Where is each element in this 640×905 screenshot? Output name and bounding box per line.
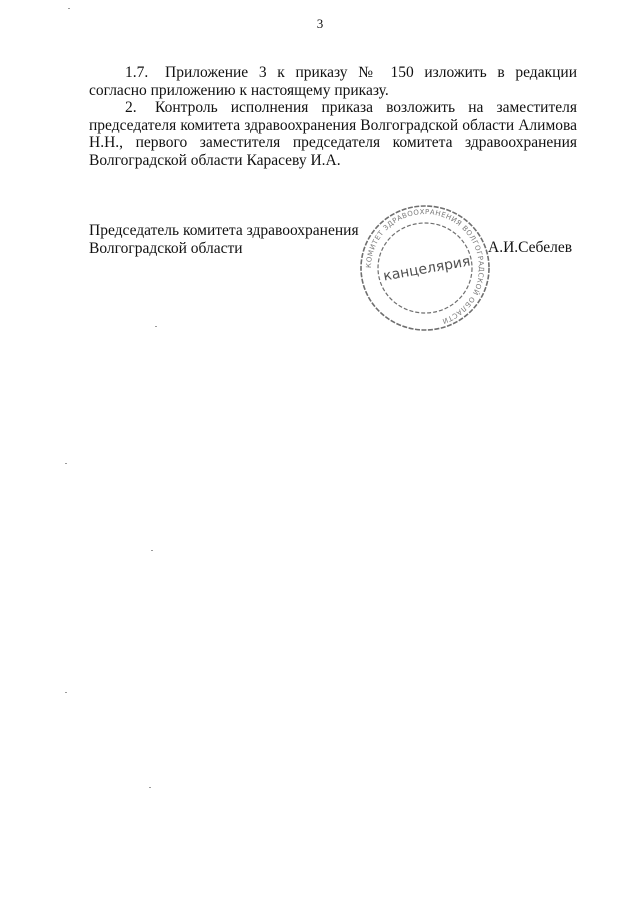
scan-speck — [65, 463, 67, 464]
scan-speck — [149, 787, 151, 788]
scan-speck — [151, 550, 153, 551]
stamp-ring-text: КОМИТЕТ ЗДРАВООХРАНЕНИЯ ВОЛГОГРАДСКОЙ ОБЛАСТИ — [364, 207, 486, 326]
paragraph-text: Приложение 3 к приказу № 150 изложить в редакции согласно приложению к настоящему приказу. — [89, 64, 577, 99]
paragraph-1-7 — [89, 64, 577, 99]
paragraph-text: Контроль исполнения приказа возложить на заместителя председателя комитета здравоохранения Волгоградской области Алимова Н.Н., первого заместителя председателя комитета здравоохранения Волгоградской области Карасеву И.А. — [89, 99, 577, 169]
scan-speck — [65, 692, 67, 693]
paragraph-number: 1.7. — [125, 64, 149, 81]
scan-speck — [68, 8, 70, 9]
paragraph-2 — [89, 99, 577, 169]
signatory-title-line-2: Волгоградской области — [89, 239, 243, 257]
scan-speck — [155, 326, 157, 327]
signatory-name: А.И.Себелев — [488, 239, 573, 256]
office-stamp — [355, 198, 495, 338]
order-body — [89, 64, 577, 169]
signature-block — [89, 222, 359, 257]
page-number: 3 — [316, 16, 324, 31]
paragraph-number: 2. — [125, 99, 137, 116]
stamp-center-text: канцелярия — [382, 253, 472, 285]
signatory-title-line-1: Председатель комитета здравоохранения — [89, 222, 359, 239]
